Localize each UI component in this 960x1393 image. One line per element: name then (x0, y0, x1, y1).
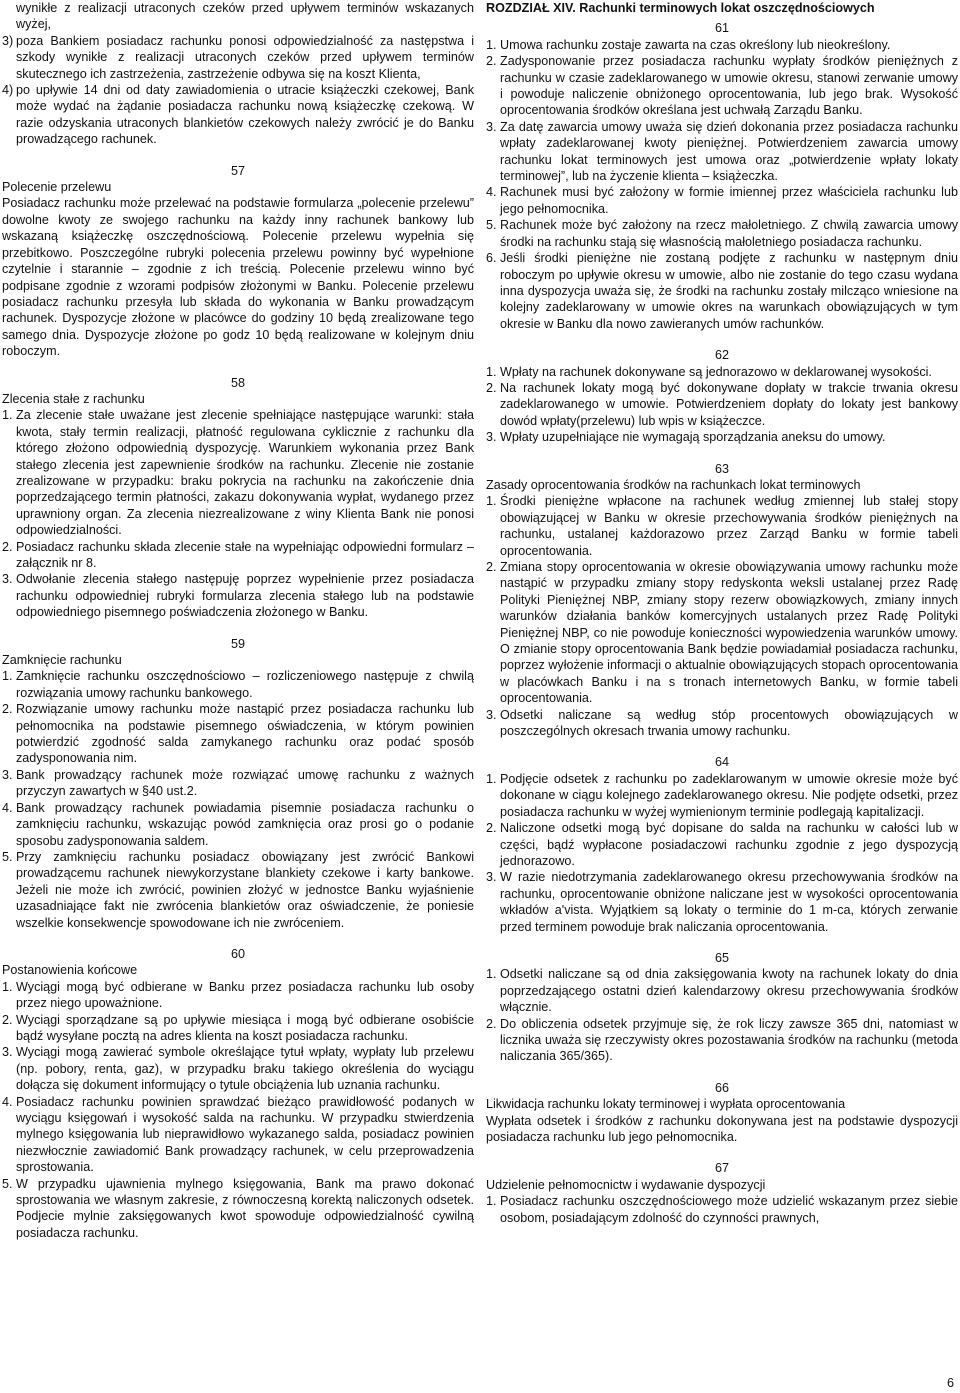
section-58-list (2, 407, 474, 620)
item-text: po upływie 14 dni od daty zawiadomienia o utracie książeczki czekowej, Bank może wydać na żądanie posiadacza rachunku nową książeczkę czekową. W razie odzyskania utraconych blankietów czekowych należy zwrócić je do Banku prowadzącego rachunek. (16, 83, 474, 147)
right-column (486, 0, 958, 1226)
item-number: 5. (486, 218, 497, 233)
section-62-list (486, 364, 958, 446)
item-number: 3) (2, 33, 14, 48)
item-text: Zamknięcie rachunku oszczędnościowo – rozliczeniowego następuje z chwilą rozwiązania umowy rachunku bankowego. (16, 669, 474, 700)
list-item (486, 119, 958, 185)
item-number: 4. (2, 1094, 13, 1109)
item-text: Wpłaty na rachunek dokonywane są jednorazowo w deklarowanej wysokości. (500, 364, 932, 379)
section-62-number: 62 (714, 348, 729, 363)
section-67-list (486, 1193, 958, 1226)
section-63-list (486, 493, 958, 739)
item-number: 4) (2, 83, 14, 98)
list-item (486, 37, 958, 53)
item-text: Rachunek może być założony na rzecz małoletniego. Z chwilą zawarcia umowy środki na rachunku stają się własnością małoletniego posiadacza rachunku. (500, 218, 958, 249)
section-66-number: 66 (714, 1080, 729, 1095)
item-number: 1. (2, 979, 13, 994)
section-63-number: 63 (714, 461, 729, 476)
item-text: Za datę zawarcia umowy uważa się dzień dokonania przez posiadacza rachunku wpłaty zadeklarowanej kwoty pieniężnej. Potwierdzeniem zawarcia umowy rachunku lokat terminowych jest umowa oraz „potwierdzenie wpłaty lokaty terminowej”, lub na życzenie klienta – książeczka. (500, 119, 958, 184)
list-item (486, 250, 958, 332)
item-number: 3. (2, 767, 13, 782)
list-item (2, 849, 474, 931)
list-item (486, 559, 958, 707)
item-number: 2. (2, 539, 13, 554)
section-60-heading: Postanowienia końcowe (2, 963, 138, 978)
item-number: 3. (2, 1045, 13, 1060)
item-text: Wyciągi mogą zawierać symbole określające tytuł wpłaty, wypłaty lub przelewu (np. pobory, renta, gaz), w przypadku braku takiego określenia do wyciągu dołącza się dokument informujący o tytule obciążenia lub uznania rachunku. (16, 1045, 474, 1093)
list-item (486, 53, 958, 119)
section-65-number: 65 (714, 950, 729, 965)
list-item (486, 217, 958, 250)
item-number: 2. (486, 380, 497, 395)
list-item (2, 1176, 474, 1242)
list-item (2, 1012, 474, 1045)
item-text: W razie niedotrzymania zadeklarowanego okresu przechowywania środków na rachunku, oprocentowanie obniżone naliczane jest w wysokości oprocentowania wkładów a'vista. Wyjątkiem są lokaty o terminie do 1 m-ca, których zerwanie przed terminem powoduje brak naliczania oprocentowania. (500, 870, 958, 934)
list-item (486, 1016, 958, 1065)
item-text: Wyciągi sporządzane są po upływie miesiąca i mogą być odbierane osobiście bądź wysyłane pocztą na adres klienta na koszt posiadacza rachunku. (16, 1012, 474, 1043)
intro-list (2, 33, 474, 148)
item-number: 1. (486, 967, 497, 982)
item-number: 1. (486, 494, 497, 509)
item-text: Posiadacz rachunku oszczędnościowego może udzielić wskazanym przez siebie osobom, posiadającym zdolność do czynności prawnych, (500, 1194, 958, 1225)
list-item (2, 82, 474, 148)
list-item (2, 1094, 474, 1176)
section-59-list (2, 668, 474, 931)
section-65-list (486, 966, 958, 1064)
item-number: 3. (2, 572, 13, 587)
item-text: W przypadku ujawnienia mylnego księgowania, Bank ma prawo dokonać sprostowania we własnym zakresie, z równoczesną korektą naliczonych odsetek. Podjecie mylnie zaksięgowanych kwot spowoduje odpowiedzialność cywilną posiadacza rachunku. (16, 1176, 474, 1240)
item-text: Wyciągi mogą być odbierane w Banku przez posiadacza rachunku lub osoby przez niego upoważnione. (16, 979, 474, 1011)
item-number: 2. (2, 1012, 13, 1027)
item-text: Jeśli środki pieniężne nie zostaną podjęte z rachunku w następnym dniu roboczym po upływie okresu w umowie, albo nie zostanie do tego czasu wydana inna dyspozycja uważa się, że środki na rachunku zostały milcząco wniesione na kolejny zadeklarowany w umowie okres na warunkach obowiązujących w tym okresie w Banku dla nowo zawieranych umów rachunków. (500, 251, 958, 331)
list-item (486, 966, 958, 1015)
item-text: Bank prowadzący rachunek może rozwiązać umowę rachunku z ważnych przyczyn zawartych w §40 ust.2. (16, 767, 474, 799)
item-number: 3. (486, 870, 497, 885)
section-66-heading: Likwidacja rachunku lokaty terminowej i wypłata oprocentowania (486, 1097, 846, 1112)
section-60-list (2, 979, 474, 1242)
section-61-number: 61 (714, 21, 729, 36)
section-57-number: 57 (230, 163, 245, 178)
section-57-text: Posiadacz rachunku może przelewać na podstawie formularza „polecenie przelewu” dowolne kwoty ze swojego rachunku na każdy inny rachunek bankowy lub wskazaną książeczkę oszczędnościową. Polecenie przelewu wypełnia się przebitkowo. Poszczególne rubryki polecenia przelewu powinny być wypełnione czytelnie i starannie – zgodnie z ich treścią. Polecenie przelewu winno być podpisane zgodnie z wzorami podpisów złożonymi w Banku. Polecenie przelewu posiadacz rachunku przesyła lub składa do wykonania w Banku prowadzącym rachunek. Dyspozycje złożone w placówce do godziny 10 będą zrealizowane tego samego dnia. Dyspozycje złożone po godz 10 będą realizowane w kolejnym dniu roboczym. (2, 196, 474, 359)
list-item (486, 707, 958, 740)
list-item (2, 1044, 474, 1093)
item-text: Podjęcie odsetek z rachunku po zadeklarowanym w umowie okresie może być dokonane w ciągu kolejnego zadeklarowanego okresu. Nie podjęte odsetki, przez posiadacza rachunku w wyżej wymienionym terminie podlegają kapitalizacji. (500, 771, 958, 819)
section-66-text: Wypłata odsetek i środków z rachunku dokonywana jest na podstawie dyspozycji posiadacza rachunku lub jego pełnomocnika. (486, 1113, 958, 1144)
list-item (486, 493, 958, 559)
item-text: poza Bankiem posiadacz rachunku ponosi odpowiedzialność za następstwa i szkody wynikłe z realizacji utraconych czeków przed upływem terminów skutecznego ich zastrzeżenia, zastrzeżenie odbywa się na koszt Klienta, (16, 33, 474, 81)
item-number: 5. (2, 1176, 13, 1191)
item-text: Odsetki naliczane są od dnia zaksięgowania kwoty na rachunek lokaty do dnia poprzedzającego ostatni dzień kalendarzowy okresu przechowywania środków włącznie. (500, 967, 958, 1015)
item-number: 1. (486, 364, 497, 379)
item-number: 1. (486, 1194, 497, 1209)
list-item (486, 1193, 958, 1226)
item-number: 2. (2, 702, 13, 717)
section-67-heading: Udzielenie pełnomocnictw i wydawanie dyspozycji (486, 1177, 766, 1192)
page-number: 6 (946, 1375, 954, 1390)
list-item (2, 767, 474, 800)
list-item (486, 364, 958, 380)
item-text: Zmiana stopy oprocentowania w okresie obowiązywania umowy rachunku może nastąpić w przypadku zmiany stopy redyskonta weksli ustalanej przez Radę Polityki Pieniężnej NBP, zmiany stopy rezerw obowiązkowych, zmiany innych warunków działania banków komercyjnych ustalanych przez Radę Polityki Pieniężnej NBP, co nie powoduje konieczności wypowiedzenia warunków umowy. O zmianie stopy oprocentowania Bank będzie powiadamiał posiadacza rachunku, poprzez wyłożenie informacji o aktualnie obowiązujących stopach oprocentowania w placówkach Banku i na s tronach internetowych Banku, w formie tabeli oprocentowania. (500, 560, 958, 706)
item-text: Odwołanie zlecenia stałego następuję poprzez wypełnienie przez posiadacza rachunku odpowiedniej rubryki formularza zlecenia stałego lub na podstawie odpowiedniego pisemnego poświadczenia złożonego w Banku. (16, 572, 474, 620)
intro-item-2 (2, 0, 474, 33)
item-number: 4. (486, 185, 497, 200)
item-number: 3. (486, 430, 497, 445)
item-text: Umowa rachunku zostaje zawarta na czas określony lub nieokreślony. (500, 37, 891, 52)
item-text: Wpłaty uzupełniające nie wymagają sporządzania aneksu do umowy. (500, 430, 886, 445)
item-text: Na rachunek lokaty mogą być dokonywane dopłaty w trakcie trwania okresu zadeklarowanego w umowie. Potwierdzeniem dopłaty do lokaty jest bankowy dowód wpłaty(przelewu) lub wpis w książeczce. (500, 380, 958, 428)
item-number: 5. (2, 849, 13, 864)
item-number: 4. (2, 800, 13, 815)
list-item (2, 33, 474, 82)
list-item (486, 869, 958, 935)
item-text: Za zlecenie stałe uważane jest zlecenie spełniające następujące warunki: stała kwota, stały termin realizacji, płatność regulowana cyklicznie z rachunku dla którego złożono odpowiednią dyspozycję. Warunkiem wykonania przez Bank stałego zlecenia jest zapewnienie środków na rachunku. Zlecenie nie zostanie zrealizowane w przypadku: braku pokrycia na rachunku na zakończenie dnia poprzedzającego termin płatności, zakazu dokonywania wypłat, wydanego przez uprawniony organ. Za zlecenia niezrealizowane z winy Klienta Bank nie ponosi odpowiedzialności. (16, 408, 474, 538)
list-item (2, 800, 474, 849)
item-number: 2. (486, 54, 497, 69)
item-text: Do obliczenia odsetek przyjmuje się, że rok liczy zawsze 365 dni, natomiast w licznika uważa się rzeczywisty okres pozostawania środków na rachunku (metoda naliczania 365/365). (500, 1016, 958, 1064)
item-number: 1. (486, 771, 497, 786)
item-number: 1. (2, 408, 13, 423)
item-text: Rozwiązanie umowy rachunku może nastąpić przez posiadacza rachunku lub pełnomocnika na podstawie pisemnego oświadczenia, w którym powinien potwierdzić zgodność salda zamykanego rachunku oraz podać sposób zadysponowania nim. (16, 702, 474, 766)
list-item (486, 380, 958, 429)
item-text: Zadysponowanie przez posiadacza rachunku wypłaty środków pieniężnych z rachunku w czasie zadeklarowanego w umowie okresu, stanowi zerwanie umowy i powoduje naliczenie obniżonego oprocentowania, lub jego brak. Wysokość oprocentowania środków określana jest uchwałą Zarządu Banku. (500, 54, 958, 118)
item-number: 1. (2, 669, 13, 684)
item-number: 2. (486, 1016, 497, 1031)
item-text: Bank prowadzący rachunek powiadamia pisemnie posiadacza rachunku o zamknięciu rachunku, wskazując powód zamknięcia oraz prosi go o podanie sposobu zadysponowania saldem. (16, 800, 474, 848)
section-58-heading: Zlecenia stałe z rachunku (2, 391, 145, 406)
item-number: 6. (486, 251, 497, 266)
list-item (486, 429, 958, 445)
left-column (2, 0, 474, 1241)
section-61-list (486, 37, 958, 332)
item-number: 2. (486, 821, 497, 836)
section-60-number: 60 (230, 946, 245, 961)
section-64-number: 64 (714, 755, 729, 770)
section-63-heading: Zasady oprocentowania środków na rachunkach lokat terminowych (486, 477, 861, 492)
item-text: Posiadacz rachunku powinien sprawdzać bieżąco prawidłowość podanych w wyciągu księgowań i wysokość salda na rachunku. W przypadku stwierdzenia mylnego księgowania lub nieprawidłowo wykazanego salda, posiadacz powinien niezwłocznie zawiadomić Bank prowadzący rachunek, w celu przeprowadzenia sprostowania. (16, 1094, 474, 1175)
chapter-title: ROZDZIAŁ XIV. Rachunki terminowych lokat oszczędnościowych (486, 1, 875, 15)
item-number: 1. (486, 37, 497, 52)
list-item (2, 701, 474, 767)
list-item (2, 668, 474, 701)
list-item (2, 407, 474, 538)
item-text: Rachunek musi być założony w formie imiennej przez właściciela rachunku lub jego pełnomocnika. (500, 185, 958, 216)
section-57-heading: Polecenie przelewu (2, 180, 112, 195)
item-number: 3. (486, 119, 497, 134)
section-67-number: 67 (714, 1161, 729, 1176)
list-item (486, 820, 958, 869)
item-text: wynikłe z realizacji utraconych czeków przed upływem terminów wskazanych wyżej, (16, 1, 474, 32)
list-item (2, 979, 474, 1012)
section-64-list (486, 771, 958, 935)
item-text: Odsetki naliczane są według stóp procentowych obowiązujących w poszczególnych okresach trwania umowy rachunku. (500, 707, 958, 739)
item-text: Środki pieniężne wpłacone na rachunek według zmiennej lub stałej stopy obowiązującej w Banku w okresie przechowywania środków pieniężnych na rachunku, ustalanej każdorazowo przez Zarząd Banku w formie tabeli oprocentowania. (500, 494, 958, 558)
item-number: 3. (486, 707, 497, 722)
item-text: Przy zamknięciu rachunku posiadacz obowiązany jest zwrócić Bankowi prowadzącemu rachunek niewykorzystane blankiety czekowe i karty bankowe. Jeżeli nie może ich zwrócić, powinien złożyć w jednostce Banku wyjaśnienie uzasadniające fakt nie zwrócenia blankietów oraz oświadczenie, że poniesie wszelkie konsekwencje spowodowane ich nie zwróceniem. (16, 849, 474, 930)
list-item (2, 539, 474, 572)
item-number: 2. (486, 560, 497, 574)
section-59-heading: Zamknięcie rachunku (2, 653, 122, 668)
list-item (486, 184, 958, 217)
item-text: Naliczone odsetki mogą być dopisane do salda na rachunku w całości lub w części, bądź wypłacone posiadaczowi rachunku zgodnie z jego dyspozycją jednorazowo. (500, 821, 958, 868)
list-item (2, 571, 474, 620)
item-number (2, 0, 16, 33)
item-text: Posiadacz rachunku składa zlecenie stałe na wypełniając odpowiedni formularz – załącznik nr 8. (16, 539, 474, 570)
section-59-number: 59 (230, 636, 245, 651)
list-item (486, 771, 958, 820)
section-58-number: 58 (230, 375, 245, 390)
